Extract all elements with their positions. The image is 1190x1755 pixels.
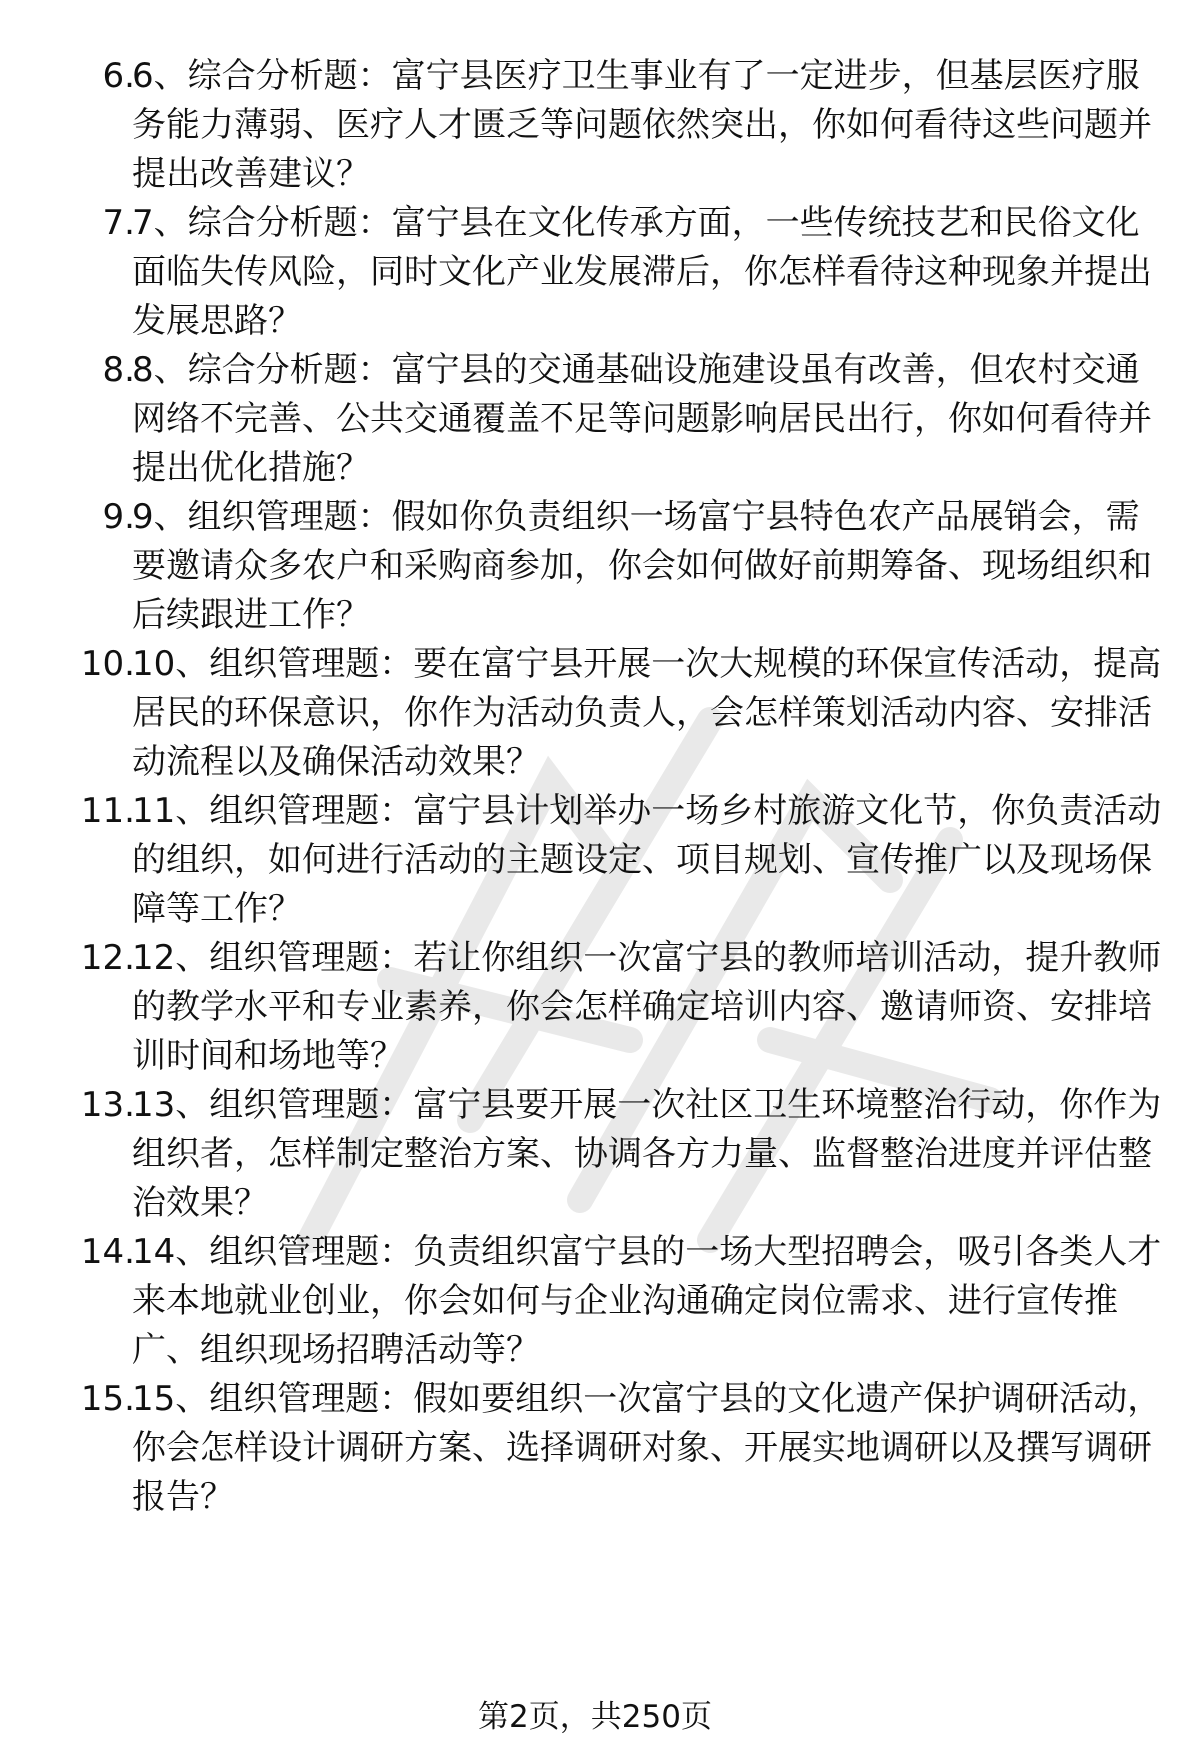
list-item-text: 8、综合分析题：富宁县的交通基础设施建设虽有改善，但农村交通网络不完善、公共交通覆盖不足等问题影响居民出行，你如何看待并提出优化措施？	[132, 350, 1152, 488]
list-item	[0, 1375, 1190, 1525]
list-item-number: 8.	[102, 350, 135, 390]
list-item-number: 6.	[102, 56, 135, 96]
list-item-number: 7.	[102, 203, 135, 243]
list-item	[0, 1228, 1190, 1378]
list-item-text: 10、组织管理题：要在富宁县开展一次大规模的环保宣传活动，提高居民的环保意识，你作为活动负责人，会怎样策划活动内容、安排活动流程以及确保活动效果？	[132, 644, 1162, 782]
list-item-text: 9、组织管理题：假如你负责组织一场富宁县特色农产品展销会，需要邀请众多农户和采购商参加，你会如何做好前期筹备、现场组织和后续跟进工作？	[132, 497, 1152, 635]
list-item-text: 13、组织管理题：富宁县要开展一次社区卫生环境整治行动，你作为组织者，怎样制定整治方案、协调各方力量、监督整治进度并评估整治效果？	[132, 1085, 1162, 1223]
list-item-number: 11.	[80, 791, 135, 831]
list-item	[0, 1081, 1190, 1231]
list-item-text: 12、组织管理题：若让你组织一次富宁县的教师培训活动，提升教师的教学水平和专业素养，你会怎样确定培训内容、邀请师资、安排培训时间和场地等？	[132, 938, 1162, 1076]
list-item-number: 12.	[80, 938, 135, 978]
list-item-text: 14、组织管理题：负责组织富宁县的一场大型招聘会，吸引各类人才来本地就业创业，你会如何与企业沟通确定岗位需求、进行宣传推广、组织现场招聘活动等？	[132, 1232, 1162, 1370]
list-item-text: 6、综合分析题：富宁县医疗卫生事业有了一定进步，但基层医疗服务能力薄弱、医疗人才匮乏等问题依然突出，你如何看待这些问题并提出改善建议？	[132, 56, 1152, 194]
list-item-number: 13.	[80, 1085, 135, 1125]
list-item-number: 9.	[102, 497, 135, 537]
list-item	[0, 52, 1190, 202]
list-item	[0, 787, 1190, 937]
list-item-number: 10.	[80, 644, 135, 684]
list-item-number: 15.	[80, 1379, 135, 1419]
page-number: 第2页，共250页	[478, 1699, 712, 1735]
list-item	[0, 199, 1190, 349]
list-item	[0, 346, 1190, 496]
list-item	[0, 640, 1190, 790]
list-item-text: 15、组织管理题：假如要组织一次富宁县的文化遗产保护调研活动，你会怎样设计调研方案、选择调研对象、开展实地调研以及撰写调研报告？	[132, 1379, 1162, 1517]
list-item	[0, 934, 1190, 1084]
list-item-text: 11、组织管理题：富宁县计划举办一场乡村旅游文化节，你负责活动的组织，如何进行活动的主题设定、项目规划、宣传推广以及现场保障等工作？	[132, 791, 1162, 929]
list-item	[0, 493, 1190, 643]
list-item-number: 14.	[80, 1232, 135, 1272]
list-item-text: 7、综合分析题：富宁县在文化传承方面，一些传统技艺和民俗文化面临失传风险，同时文化产业发展滞后，你怎样看待这种现象并提出发展思路？	[132, 203, 1152, 341]
